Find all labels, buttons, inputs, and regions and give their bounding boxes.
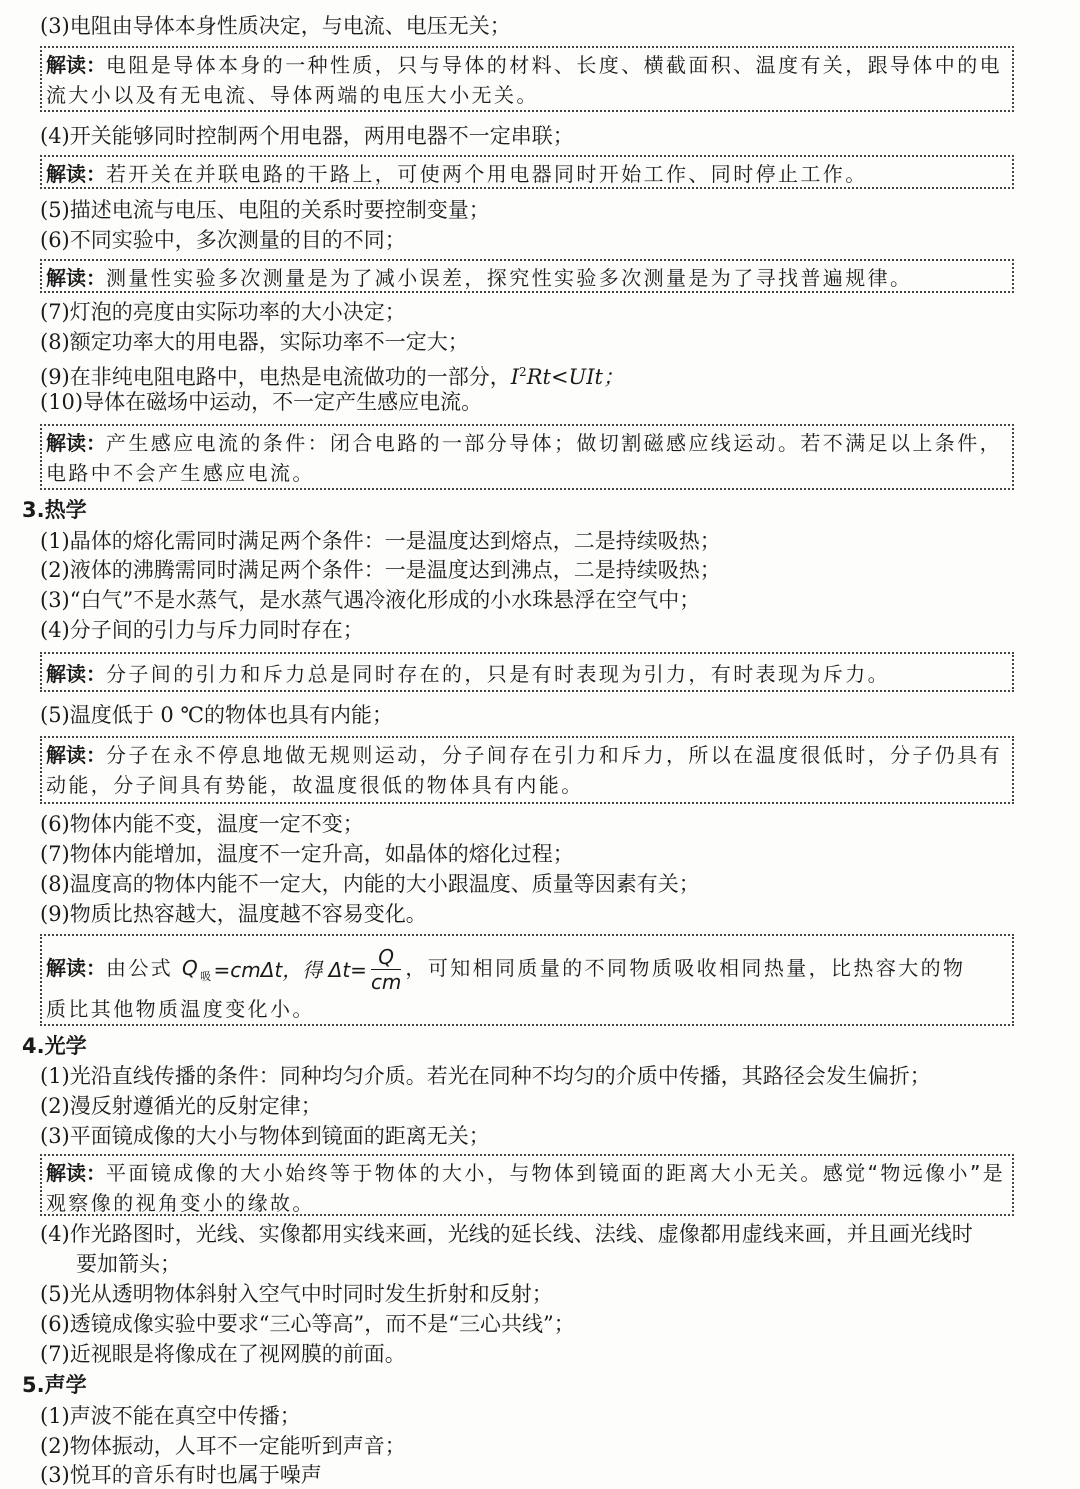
item-thermal-6: (6)物体内能不变，温度一定不变； (40, 812, 364, 836)
note-line-2: 质比其他物质温度变化小。 (46, 997, 315, 1021)
item-optics-3: (3)平面镜成像的大小与物体到镜面的距离无关； (40, 1124, 490, 1148)
item-optics-6: (6)透镜成像实验中要求“三心等高”，而不是“三心共线”； (40, 1312, 575, 1336)
item-thermal-1: (1)晶体的熔化需同时满足两个条件：一是温度达到熔点，二是持续吸热； (40, 529, 721, 553)
section-heading-optics: 4.光学 (22, 1034, 87, 1058)
item-thermal-2: (2)液体的沸腾需同时满足两个条件：一是温度达到沸点，二是持续吸热； (40, 558, 721, 582)
item-electric-7: (7)灯泡的亮度由实际功率的大小决定； (40, 300, 406, 324)
note-label: 解读： (46, 162, 106, 186)
item-acoustics-1: (1)声波不能在真空中传播； (40, 1404, 301, 1428)
item-optics-1: (1)光沿直线传播的条件：同种均匀介质。若光在同种不均匀的介质中传播，其路径会发生偏折； (40, 1064, 931, 1088)
note-label: 解读： (46, 662, 106, 686)
item-thermal-9: (9)物质比热容越大，温度越不容易变化。 (40, 902, 427, 926)
formula-exponent: 2 (519, 365, 527, 379)
item-electric-8: (8)额定功率大的用电器，实际功率不一定大； (40, 330, 469, 354)
note-box-induction (40, 424, 1014, 490)
item-acoustics-3: (3)悦耳的音乐有时也属于噪声 (40, 1463, 322, 1487)
item-thermal-5: (5)温度低于 0 ℃的物体也具有内能； (40, 703, 393, 727)
note-text: 若开关在并联电路的干路上，可使两个用电器同时开始工作、同时停止工作。 (106, 162, 868, 186)
note-box-switch (40, 155, 1014, 189)
note-box-plane-mirror (40, 1154, 1014, 1216)
item-text: (9)在非纯电阻电路中，电热是电流做功的一部分， (40, 365, 511, 389)
fraction-denominator: cm (370, 970, 402, 994)
note-box-molecular-force (40, 652, 1014, 692)
item-thermal-4: (4)分子间的引力与斥力同时存在； (40, 618, 364, 642)
item-electric-5: (5)描述电流与电压、电阻的关系时要控制变量； (40, 198, 490, 222)
formula-subscript: 吸 (200, 970, 214, 983)
fraction-numerator: Q (371, 945, 401, 970)
item-electric-6: (6)不同实验中，多次测量的目的不同； (40, 228, 406, 252)
note-text: 分子间的引力和斥力总是同时存在的，只是有时表现为引力，有时表现为斥力。 (106, 662, 890, 686)
note-text: ，可知相同质量的不同物质吸收相同热量，比热容大的物 (405, 956, 966, 980)
note-text: 测量性实验多次测量是为了减小误差，探究性实验多次测量是为了寻找普遍规律。 (106, 266, 913, 290)
note-label: 解读： (46, 956, 106, 980)
note-text: 电阻是导体本身的一种性质，只与导体的材料、长度、横截面积、温度有关，跟导体中的电流大小以及有无电流、导体两端的电压大小无关。 (46, 53, 1002, 107)
note-label: 解读： (46, 1161, 106, 1185)
note-box-specific-heat (40, 934, 1014, 1026)
item-acoustics-2: (2)物体振动，人耳不一定能听到声音； (40, 1434, 406, 1458)
formula-i: I (510, 365, 520, 389)
item-electric-10: (10)导体在磁场中运动，不一定产生感应电流。 (40, 390, 483, 414)
note-text: 分子在永不停息地做无规则运动，分子间存在引力和斥力，所以在温度很低时，分子仍具有动能，分子间具有势能，故温度很低的物体具有内能。 (46, 743, 1002, 797)
item-thermal-7: (7)物体内能增加，温度不一定升高，如晶体的熔化过程； (40, 842, 574, 866)
note-line-1 (46, 942, 1006, 994)
note-label: 解读： (46, 431, 106, 455)
item-optics-4: (4)作光路图时，光线、实像都用实线来画，光线的延长线、法线、虚像都用虚线来画，并且画光线时 (40, 1222, 973, 1246)
section-heading-thermal: 3.热学 (22, 498, 87, 522)
section-heading-acoustics: 5.声学 (22, 1373, 87, 1397)
formula-q: Q (181, 956, 201, 980)
item-optics-7: (7)近视眼是将像成在了视网膜的前面。 (40, 1342, 406, 1366)
item-optics-2: (2)漫反射遵循光的反射定律； (40, 1094, 322, 1118)
item-electric-4: (4)开关能够同时控制两个用电器，两用电器不一定串联； (40, 124, 574, 148)
note-box-internal-energy (40, 736, 1014, 804)
note-label: 解读： (46, 266, 106, 290)
note-box-resistance (40, 46, 1014, 112)
note-text: 平面镜成像的大小始终等于物体的大小，与物体到镜面的距离大小无关。感觉“物远像小”是观察像的视角变小的缘故。 (46, 1161, 1006, 1215)
item-optics-5: (5)光从透明物体斜射入空气中时同时发生折射和反射； (40, 1282, 553, 1306)
note-text: 产生感应电流的条件：闭合电路的一部分导体；做切割磁感应线运动。若不满足以上条件，电路中不会产生感应电流。 (46, 431, 1002, 485)
note-text: 由公式 (106, 956, 182, 980)
formula-equation: =cmΔt，得 Δt= (213, 957, 367, 982)
item-electric-3: (3)电阻由导体本身性质决定，与电流、电压无关； (40, 14, 511, 38)
note-label: 解读： (46, 53, 106, 77)
formula-rest: Rt<UIt； (526, 365, 624, 389)
formula-fraction (371, 945, 401, 994)
item-thermal-3: (3)“白气”不是水蒸气，是水蒸气遇冷液化形成的小水珠悬浮在空气中； (40, 588, 701, 612)
note-label: 解读： (46, 743, 106, 767)
note-box-measurement (40, 259, 1014, 293)
item-electric-9 (40, 358, 624, 391)
item-optics-4-cont: 要加箭头； (76, 1252, 181, 1276)
item-thermal-8: (8)温度高的物体内能不一定大，内能的大小跟温度、质量等因素有关； (40, 872, 700, 896)
